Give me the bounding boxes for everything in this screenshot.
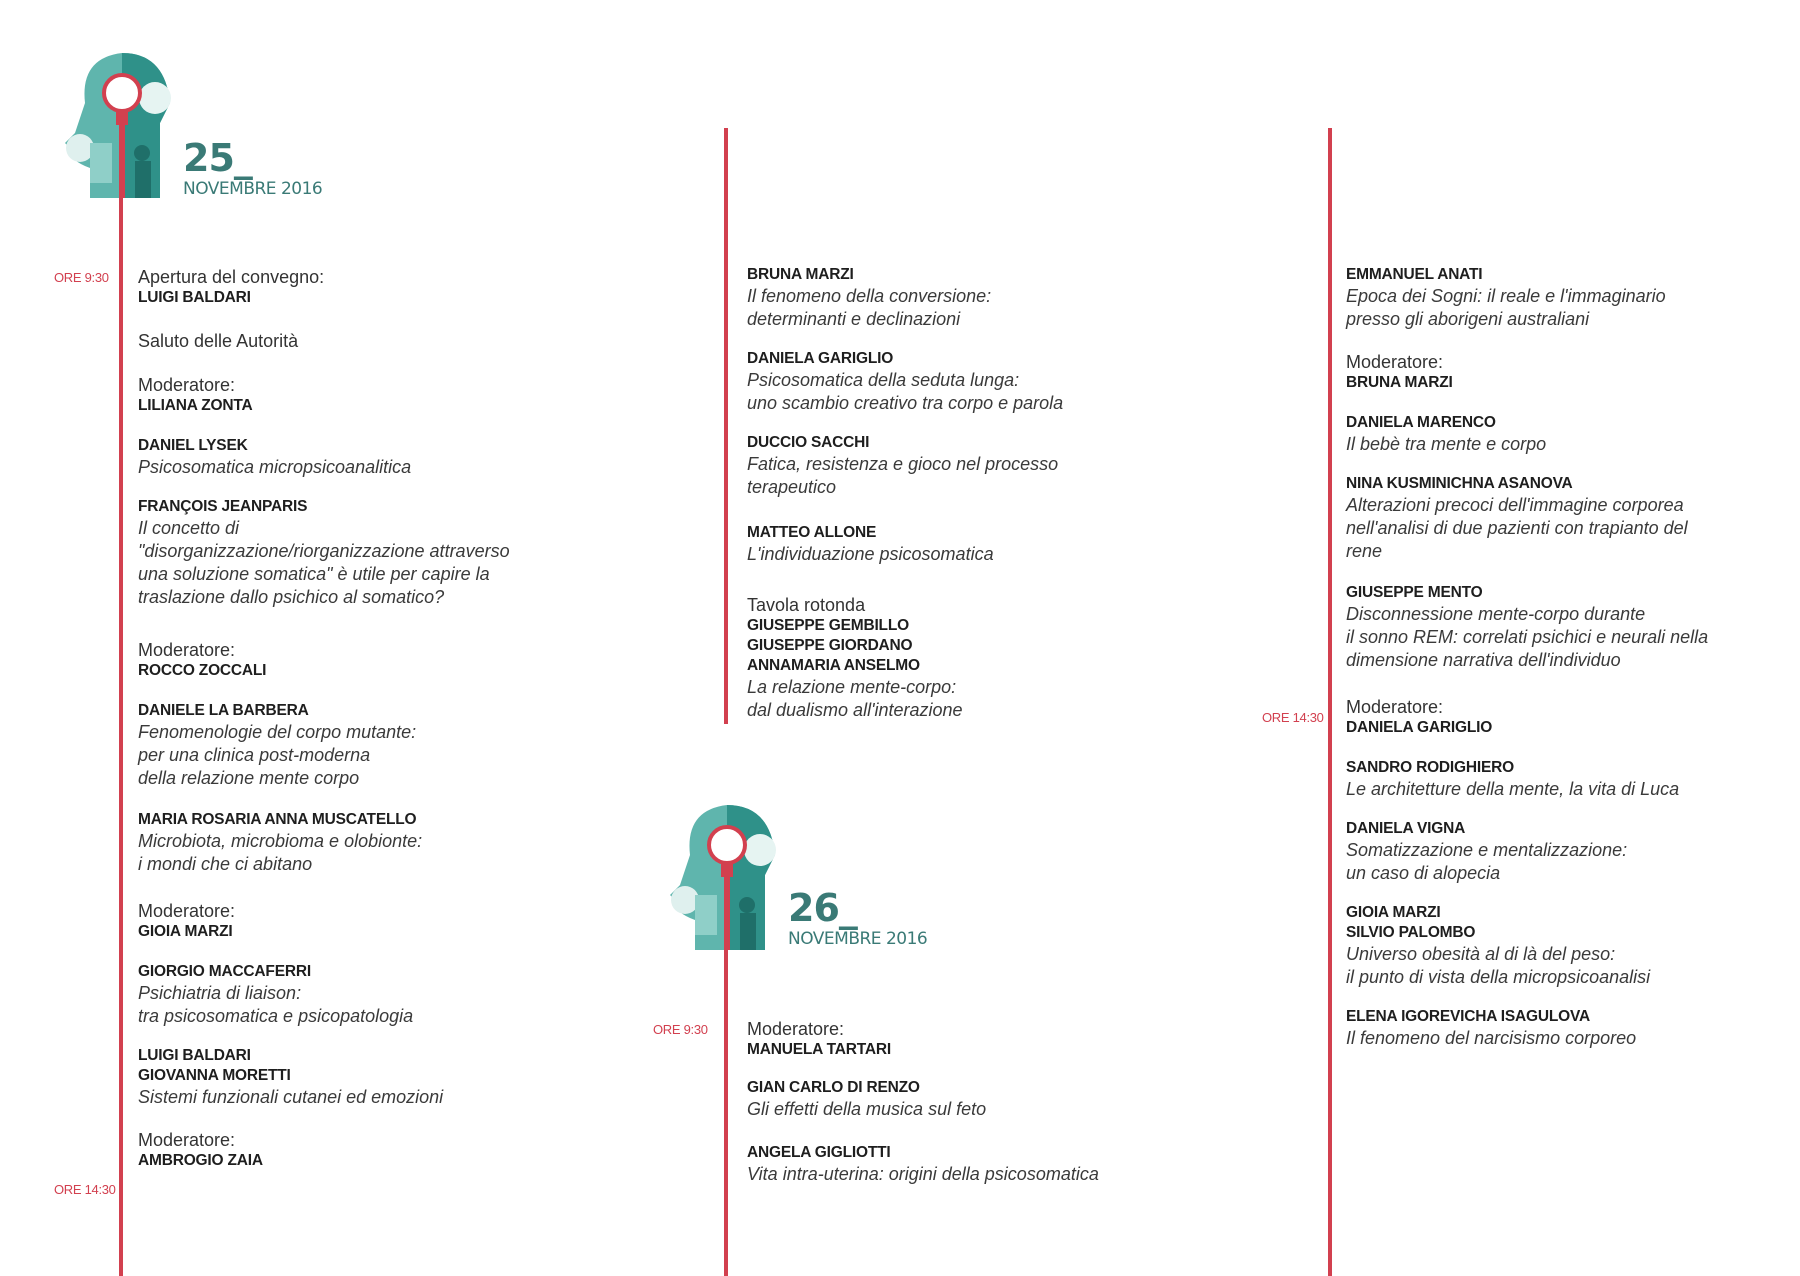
talk-title-line: Fatica, resistenza e gioco nel processo bbox=[747, 454, 1059, 474]
program-entry bbox=[1346, 413, 1786, 456]
timeline-line-2b bbox=[724, 910, 728, 1276]
talk-title-line: Vita intra-uterina: origini della psicosomatica bbox=[747, 1164, 1099, 1184]
timeline-line-2 bbox=[724, 128, 728, 724]
program-entry bbox=[138, 497, 608, 609]
speaker-name: MANUELA TARTARI bbox=[747, 1041, 891, 1058]
talk-title-line: La relazione mente-corpo: bbox=[747, 677, 957, 697]
program-entry bbox=[747, 594, 1217, 722]
program-entry bbox=[1346, 583, 1786, 672]
day-number-2: 26_ bbox=[788, 886, 857, 930]
speaker-name: GIOVANNA MORETTI bbox=[138, 1067, 291, 1084]
speaker-name: LILIANA ZONTA bbox=[138, 397, 253, 414]
speaker-name: LUIGI BALDARI bbox=[138, 289, 251, 306]
speaker-name: ELENA IGOREVICHA ISAGULOVA bbox=[1346, 1008, 1590, 1025]
speaker-name: ANGELA GIGLIOTTI bbox=[747, 1144, 891, 1161]
speaker-name: SILVIO PALOMBO bbox=[1346, 924, 1476, 941]
talk-title-line: dal dualismo all'interazione bbox=[747, 700, 963, 720]
talk-title-line: Sistemi funzionali cutanei ed emozioni bbox=[138, 1087, 444, 1107]
talk-title-line: della relazione mente corpo bbox=[138, 768, 360, 788]
timeline-line-1 bbox=[119, 150, 123, 1276]
talk-title-line: dimensione narrativa dell'individuo bbox=[1346, 650, 1621, 670]
timeline-line-3 bbox=[1328, 128, 1332, 1276]
program-entry bbox=[138, 374, 608, 416]
program-entry bbox=[138, 810, 608, 876]
talk-title-line: rene bbox=[1346, 541, 1383, 561]
program-entry bbox=[138, 330, 608, 352]
speaker-name: GIUSEPPE MENTO bbox=[1346, 584, 1483, 601]
head-lightbulb-logo-2 bbox=[665, 800, 780, 960]
speaker-name: DANIEL LYSEK bbox=[138, 437, 248, 454]
program-column-2b bbox=[747, 1018, 1217, 1186]
program-column-2 bbox=[747, 265, 1217, 722]
talk-title-line: tra psicosomatica e psicopatologia bbox=[138, 1006, 414, 1026]
program-entry bbox=[747, 349, 1217, 415]
program-entry bbox=[1346, 1007, 1786, 1050]
program-entry bbox=[747, 433, 1217, 499]
talk-title-line: il sonno REM: correlati psichici e neurali nella bbox=[1346, 627, 1709, 647]
talk-title-line: Il bebè tra mente e corpo bbox=[1346, 434, 1547, 454]
program-entry bbox=[747, 523, 1217, 566]
speaker-name: GIOIA MARZI bbox=[138, 923, 233, 940]
time-marker: ORE 14:30 bbox=[54, 1182, 116, 1197]
speaker-name: GIAN CARLO DI RENZO bbox=[747, 1079, 920, 1096]
program-entry bbox=[138, 266, 608, 308]
entry-label: Moderatore: bbox=[138, 375, 236, 395]
talk-title-line: il punto di vista della micropsicoanalisi bbox=[1346, 967, 1651, 987]
speaker-name: FRANÇOIS JEANPARIS bbox=[138, 498, 308, 515]
program-entry bbox=[747, 265, 1217, 331]
speaker-name: DUCCIO SACCHI bbox=[747, 434, 870, 451]
talk-title-line: Somatizzazione e mentalizzazione: bbox=[1346, 840, 1628, 860]
head-lightbulb-logo bbox=[60, 48, 175, 208]
speaker-name: BRUNA MARZI bbox=[1346, 374, 1453, 391]
talk-title-line: Il fenomeno della conversione: bbox=[747, 286, 992, 306]
time-marker: ORE 9:30 bbox=[54, 270, 109, 285]
day-header-25 bbox=[183, 138, 322, 200]
day-month-2: NOVEMBRE 2016 bbox=[788, 929, 928, 949]
talk-title-line: Universo obesità al di là del peso: bbox=[1346, 944, 1616, 964]
speaker-name: LUIGI BALDARI bbox=[138, 1047, 251, 1064]
program-entry bbox=[138, 962, 608, 1028]
speaker-name: ROCCO ZOCCALI bbox=[138, 662, 267, 679]
talk-title-line: uno scambio creativo tra corpo e parola bbox=[747, 393, 1064, 413]
speaker-name: BRUNA MARZI bbox=[747, 266, 854, 283]
speaker-name: DANIELE LA BARBERA bbox=[138, 702, 309, 719]
talk-title-line: Psicosomatica micropsicoanalitica bbox=[138, 457, 412, 477]
speaker-name: DANIELA MARENCO bbox=[1346, 414, 1496, 431]
program-entry bbox=[1346, 903, 1786, 989]
speaker-name: DANIELA VIGNA bbox=[1346, 820, 1466, 837]
talk-title-line: Epoca dei Sogni: il reale e l'immaginario bbox=[1346, 286, 1666, 306]
talk-title-line: Disconnessione mente-corpo durante bbox=[1346, 604, 1646, 624]
speaker-name: GIOIA MARZI bbox=[1346, 904, 1441, 921]
talk-title-line: L'individuazione psicosomatica bbox=[747, 544, 994, 564]
talk-title-line: Psicosomatica della seduta lunga: bbox=[747, 370, 1020, 390]
program-entry bbox=[138, 436, 608, 479]
time-marker: ORE 9:30 bbox=[653, 1022, 708, 1037]
talk-title-line: Gli effetti della musica sul feto bbox=[747, 1099, 987, 1119]
entry-label: Apertura del convegno: bbox=[138, 267, 325, 287]
talk-title-line: traslazione dallo psichico al somatico? bbox=[138, 587, 445, 607]
day-header-26 bbox=[788, 888, 927, 950]
speaker-name: DANIELA GARIGLIO bbox=[1346, 719, 1493, 736]
entry-label: Moderatore: bbox=[138, 640, 236, 660]
talk-title-line: Microbiota, microbioma e olobionte: bbox=[138, 831, 423, 851]
program-entry bbox=[747, 1143, 1217, 1186]
entry-label: Moderatore: bbox=[1346, 697, 1444, 717]
program-entry bbox=[747, 1078, 1217, 1121]
program-column-3 bbox=[1346, 265, 1786, 1050]
speaker-name: GIUSEPPE GIORDANO bbox=[747, 637, 913, 654]
time-marker: ORE 14:30 bbox=[1262, 710, 1324, 725]
day-month: NOVEMBRE 2016 bbox=[183, 179, 323, 199]
program-entry bbox=[1346, 265, 1786, 331]
talk-title-line: nell'analisi di due pazienti con trapianto del bbox=[1346, 518, 1688, 538]
speaker-name: SANDRO RODIGHIERO bbox=[1346, 759, 1514, 776]
speaker-name: MARIA ROSARIA ANNA MUSCATELLO bbox=[138, 811, 417, 828]
program-entry bbox=[1346, 758, 1786, 801]
talk-title-line: un caso di alopecia bbox=[1346, 863, 1501, 883]
entry-label: Moderatore: bbox=[138, 1130, 236, 1150]
talk-title-line: "disorganizzazione/riorganizzazione attraverso bbox=[138, 541, 510, 561]
program-entry bbox=[138, 1129, 608, 1171]
talk-title-line: per una clinica post-moderna bbox=[138, 745, 371, 765]
talk-title-line: Alterazioni precoci dell'immagine corporea bbox=[1346, 495, 1684, 515]
program-column-1 bbox=[138, 266, 608, 1171]
entry-label: Moderatore: bbox=[747, 1019, 845, 1039]
program-entry bbox=[747, 1018, 1217, 1060]
talk-title-line: i mondi che ci abitano bbox=[138, 854, 313, 874]
speaker-name: MATTEO ALLONE bbox=[747, 524, 877, 541]
talk-title-line: presso gli aborigeni australiani bbox=[1346, 309, 1590, 329]
talk-title-line: determinanti e declinazioni bbox=[747, 309, 961, 329]
talk-title-line: Psichiatria di liaison: bbox=[138, 983, 302, 1003]
program-entry bbox=[138, 639, 608, 681]
talk-title-line: una soluzione somatica" è utile per capire la bbox=[138, 564, 490, 584]
speaker-name: AMBROGIO ZAIA bbox=[138, 1152, 263, 1169]
speaker-name: EMMANUEL ANATI bbox=[1346, 266, 1483, 283]
talk-title-line: Il concetto di bbox=[138, 518, 240, 538]
entry-label: Tavola rotonda bbox=[747, 595, 866, 615]
entry-label: Saluto delle Autorità bbox=[138, 331, 299, 351]
speaker-name: GIORGIO MACCAFERRI bbox=[138, 963, 311, 980]
program-entry bbox=[1346, 696, 1786, 738]
program-entry bbox=[1346, 819, 1786, 885]
day-number: 25_ bbox=[183, 136, 252, 180]
speaker-name: NINA KUSMINICHNA ASANOVA bbox=[1346, 475, 1573, 492]
program-entry bbox=[1346, 351, 1786, 393]
program-entry bbox=[138, 1046, 608, 1109]
program-entry bbox=[138, 701, 608, 790]
program-entry bbox=[1346, 474, 1786, 563]
speaker-name: GIUSEPPE GEMBILLO bbox=[747, 617, 909, 634]
talk-title-line: Fenomenologie del corpo mutante: bbox=[138, 722, 417, 742]
entry-label: Moderatore: bbox=[138, 901, 236, 921]
entry-label: Moderatore: bbox=[1346, 352, 1444, 372]
talk-title-line: Le architetture della mente, la vita di Luca bbox=[1346, 779, 1680, 799]
talk-title-line: Il fenomeno del narcisismo corporeo bbox=[1346, 1028, 1637, 1048]
talk-title-line: terapeutico bbox=[747, 477, 837, 497]
program-entry bbox=[138, 900, 608, 942]
speaker-name: DANIELA GARIGLIO bbox=[747, 350, 894, 367]
speaker-name: ANNAMARIA ANSELMO bbox=[747, 657, 920, 674]
